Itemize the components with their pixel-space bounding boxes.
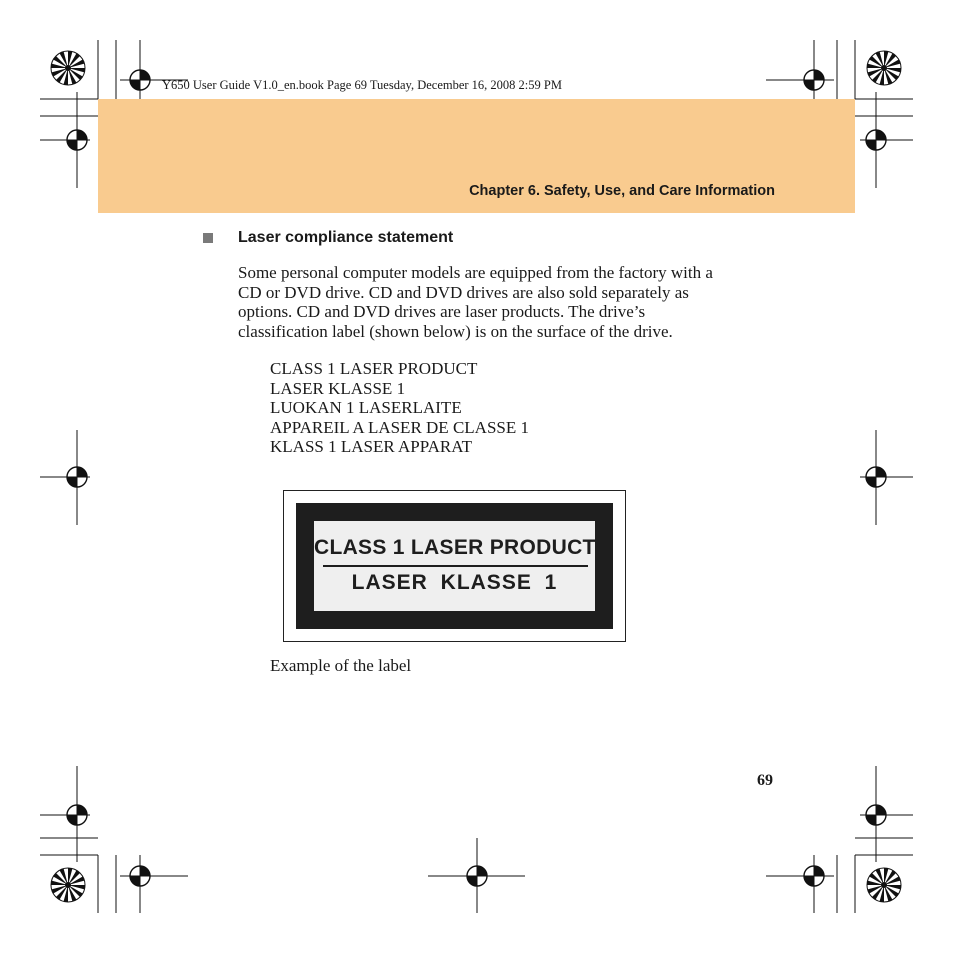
laser-label-image: [283, 490, 626, 642]
registration-mark-icon: [127, 67, 153, 93]
color-target-icon: [867, 868, 901, 902]
registration-mark-icon: [801, 863, 827, 889]
registration-mark-icon: [863, 464, 889, 490]
square-bullet-icon: [203, 233, 213, 243]
list-item: LASER KLASSE 1: [270, 378, 406, 398]
page-number: 69: [757, 772, 773, 789]
label-divider: [323, 565, 588, 567]
label-line-2: LASER KLASSE 1: [351, 571, 558, 594]
label-border: [296, 503, 613, 629]
registration-mark-icon: [863, 802, 889, 828]
color-target-icon: [867, 51, 901, 85]
paragraph-line: classification label (shown below) is on the surface of the drive.: [238, 321, 673, 341]
paragraph-line: options. CD and DVD drives are laser products. The drive’s: [238, 302, 646, 321]
color-target-icon: [51, 51, 85, 85]
registration-mark-icon: [464, 863, 490, 889]
paragraph-line: CD or DVD drive. CD and DVD drives are also sold separately as: [238, 282, 689, 302]
label-panel: [314, 521, 595, 611]
registration-mark-icon: [801, 67, 827, 93]
color-target-icon: [51, 868, 85, 902]
section-heading: Laser compliance statement: [238, 229, 454, 246]
body-paragraph: [238, 263, 783, 341]
paragraph-line: Some personal computer models are equipped from the factory with a: [238, 263, 713, 282]
list-item: APPAREIL A LASER DE CLASSE 1: [270, 417, 529, 437]
laser-class-list: [270, 359, 529, 457]
registration-mark-icon: [64, 464, 90, 490]
print-header: Y650 User Guide V1.0_en.book Page 69 Tuesday, December 16, 2008 2:59 PM: [162, 78, 562, 92]
list-item: LUOKAN 1 LASERLAITE: [270, 398, 462, 417]
chapter-band: [98, 99, 855, 213]
label-line-1: CLASS 1 LASER PRODUCT: [314, 536, 596, 559]
registration-mark-icon: [64, 127, 90, 153]
chapter-title: Chapter 6. Safety, Use, and Care Information: [469, 183, 775, 199]
list-item: CLASS 1 LASER PRODUCT: [270, 359, 478, 378]
registration-mark-icon: [64, 802, 90, 828]
registration-mark-icon: [863, 127, 889, 153]
list-item: KLASS 1 LASER APPARAT: [270, 437, 473, 456]
figure-caption: Example of the label: [270, 656, 412, 675]
registration-mark-icon: [127, 863, 153, 889]
